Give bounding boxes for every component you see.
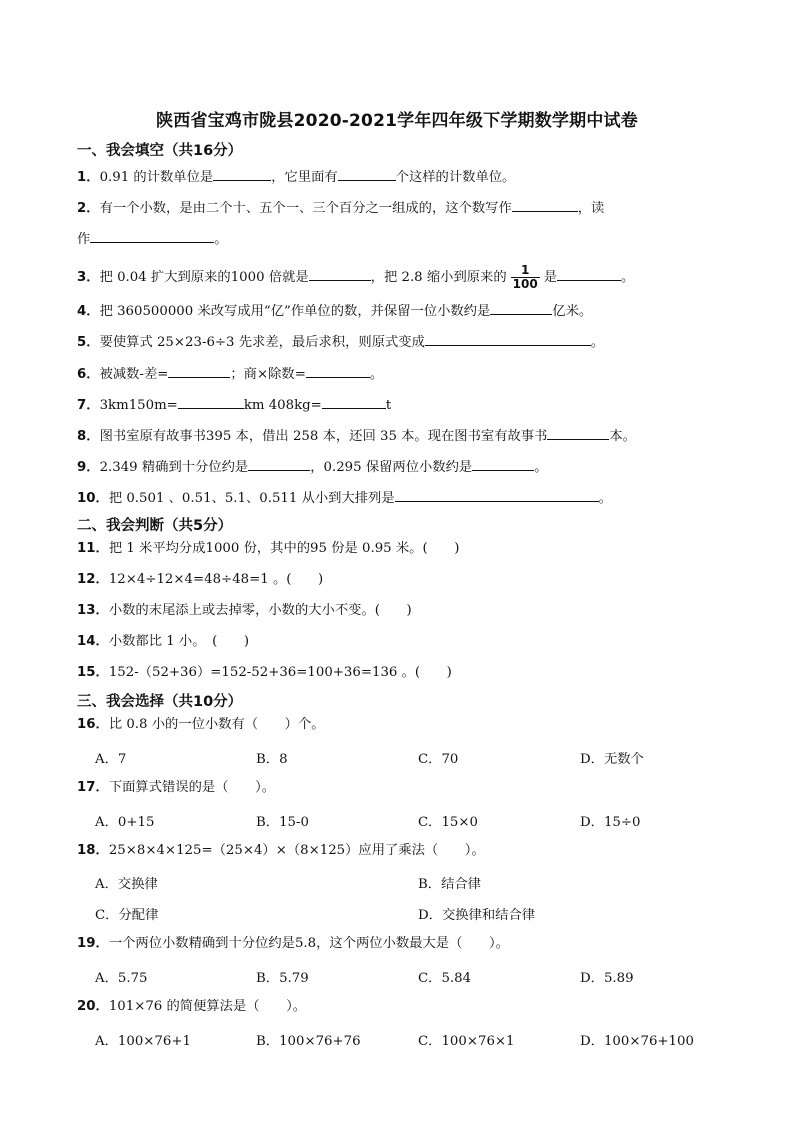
question-text: 有一个小数，是由二个十、五个一、三个百分之一组成的，这个数写作 <box>99 201 512 216</box>
question-text: 。 <box>369 367 384 382</box>
question-text: 下面算式错误的是（ ）。 <box>108 780 276 795</box>
answer-blank[interactable] <box>306 363 370 378</box>
option-c[interactable]: C．70 <box>418 752 459 767</box>
answer-blank[interactable] <box>547 425 609 440</box>
question-text: ，读 <box>577 201 605 216</box>
option-d[interactable]: D．15÷0 <box>580 815 641 830</box>
question-text: 把 1 米平均分成1000 份，其中的95 份是 0.95 米。( ) <box>108 541 460 556</box>
question-text: 。 <box>598 491 612 506</box>
option-d[interactable]: D．无数个 <box>580 752 644 767</box>
question-number: 8． <box>77 429 100 444</box>
answer-blank[interactable] <box>309 266 371 281</box>
question-number: 7． <box>77 398 100 413</box>
question-number: 5． <box>77 335 100 350</box>
option-b[interactable]: B．5.79 <box>256 971 309 986</box>
section-judge: 二、我会判断（共5分） <box>77 518 233 534</box>
fraction <box>511 264 540 291</box>
answer-blank[interactable] <box>178 394 244 409</box>
section-fill-in: 一、我会填空（共16分） <box>77 143 243 159</box>
question-text: 101×76 的简便算法是（ ）。 <box>108 999 307 1014</box>
exam-title: 陕西省宝鸡市陇县2020-2021学年四年级下学期数学期中试卷 <box>156 111 638 131</box>
question-number: 19． <box>77 936 109 951</box>
answer-blank[interactable] <box>557 266 621 281</box>
question-text: 个这样的计数单位。 <box>395 170 516 185</box>
question-2 <box>77 197 604 218</box>
option-a[interactable]: A．交换律 <box>95 877 158 892</box>
question-number: 13． <box>77 603 109 618</box>
question-text: 小数都比 1 小。 ( ) <box>108 634 250 649</box>
option-c[interactable]: C．分配律 <box>95 908 159 923</box>
option-c[interactable]: C．15×0 <box>418 815 478 830</box>
question-text: 25×8×4×125=（25×4）×（8×125）应用了乘法（ ）。 <box>108 843 485 858</box>
option-a[interactable]: A．100×76+1 <box>95 1034 191 1049</box>
question-number: 2． <box>77 201 100 216</box>
option-d[interactable]: D．5.89 <box>580 971 634 986</box>
answer-blank[interactable] <box>512 197 578 212</box>
question-text: 把 0.04 扩大到原来的1000 倍就是 <box>99 270 309 285</box>
question-text: 被减数-差= <box>99 367 169 382</box>
answer-blank[interactable] <box>322 394 386 409</box>
question-6 <box>77 363 383 384</box>
question-13 <box>77 602 412 620</box>
answer-blank[interactable] <box>248 456 310 471</box>
section-choice: 三、我会选择（共10分） <box>77 694 243 710</box>
question-number: 18． <box>77 843 109 858</box>
question-text: 。 <box>621 270 635 285</box>
question-text: 作 <box>77 232 91 247</box>
option-a[interactable]: A．5.75 <box>95 971 148 986</box>
option-d[interactable]: D．100×76+100 <box>580 1034 694 1049</box>
question-18 <box>77 842 485 860</box>
option-b[interactable]: B．8 <box>256 752 288 767</box>
question-number: 3． <box>77 270 100 285</box>
question-11 <box>77 540 459 558</box>
question-4 <box>77 300 592 321</box>
question-9 <box>77 456 548 477</box>
question-text: 本。 <box>609 429 636 444</box>
question-8 <box>77 425 636 446</box>
question-text: 。 <box>214 232 228 247</box>
question-number: 6． <box>77 367 100 382</box>
question-number: 1． <box>77 170 100 185</box>
question-12 <box>77 571 323 589</box>
question-number: 4． <box>77 304 100 319</box>
question-number: 16． <box>77 717 109 732</box>
question-text: 要使算式 25×23-6÷3 先求差，最后求积，则原式变成 <box>99 335 425 350</box>
question-text: 12×4÷12×4=48÷48=1 。( ) <box>108 572 324 587</box>
answer-blank[interactable] <box>472 456 534 471</box>
question-text: 比 0.8 小的一位小数有（ ）个。 <box>108 717 325 732</box>
question-20 <box>77 998 306 1016</box>
question-text: 。 <box>590 335 605 350</box>
question-text: t <box>385 398 392 413</box>
option-a[interactable]: A．7 <box>95 752 127 767</box>
answer-blank[interactable] <box>90 228 214 243</box>
question-2-cont <box>77 228 228 249</box>
answer-blank[interactable] <box>395 487 599 502</box>
question-1 <box>77 166 515 187</box>
option-c[interactable]: C．100×76×1 <box>418 1034 515 1049</box>
option-b[interactable]: B．15-0 <box>256 815 309 830</box>
answer-blank[interactable] <box>338 166 396 181</box>
question-text: 把 0.501 、0.51、5.1、0.511 从小到大排列是 <box>108 491 395 506</box>
answer-blank[interactable] <box>490 300 552 315</box>
question-text: 2.349 精确到十分位约是 <box>99 460 249 475</box>
question-number: 12． <box>77 572 109 587</box>
question-7 <box>77 394 391 415</box>
question-number: 20． <box>77 999 109 1014</box>
answer-blank[interactable] <box>213 166 271 181</box>
question-15 <box>77 664 452 682</box>
question-text: km 408kg= <box>243 398 322 413</box>
question-10 <box>77 487 612 508</box>
question-text: 3km150m= <box>99 398 178 413</box>
question-number: 17． <box>77 780 109 795</box>
question-text: 是 <box>543 270 558 285</box>
question-17 <box>77 779 275 797</box>
question-5 <box>77 331 604 352</box>
question-text: ；商×除数= <box>230 367 306 382</box>
option-b[interactable]: B．结合律 <box>418 877 481 892</box>
question-text: 把 360500000 米改写成用“亿”作单位的数，并保留一位小数约是 <box>99 304 491 319</box>
question-text: ，0.295 保留两位小数约是 <box>310 460 473 475</box>
question-text: 。 <box>534 460 548 475</box>
question-19 <box>77 935 509 953</box>
fraction-numerator: 1 <box>511 264 540 278</box>
option-a[interactable]: A．0+15 <box>95 815 155 830</box>
question-14 <box>77 633 249 651</box>
option-d[interactable]: D．交换律和结合律 <box>418 908 536 923</box>
question-text: 一个两位小数精确到十分位约是5.8，这个两位小数最大是（ ）。 <box>108 936 509 951</box>
question-text: 152-（52+36）=152-52+36=100+36=136 。( ) <box>108 665 452 680</box>
answer-blank[interactable] <box>425 331 591 346</box>
question-number: 9． <box>77 460 100 475</box>
question-number: 14． <box>77 634 109 649</box>
question-text: 0.91 的计数单位是 <box>99 170 214 185</box>
question-text: ，把 2.8 缩小到原来的 <box>370 270 507 285</box>
answer-blank[interactable] <box>168 363 230 378</box>
question-text: ，它里面有 <box>271 170 338 185</box>
question-text: 图书室原有故事书395 本，借出 258 本，还回 35 本。现在图书室有故事书 <box>99 429 548 444</box>
question-number: 11． <box>77 541 109 556</box>
question-number: 15． <box>77 665 109 680</box>
question-16 <box>77 716 325 734</box>
question-text: 亿米。 <box>552 304 593 319</box>
question-number: 10． <box>77 491 109 506</box>
fraction-denominator: 100 <box>512 277 538 291</box>
question-3 <box>77 264 634 291</box>
option-c[interactable]: C．5.84 <box>418 971 472 986</box>
option-b[interactable]: B．100×76+76 <box>256 1034 361 1049</box>
question-text: 小数的末尾添上或去掉零，小数的大小不变。( ) <box>108 603 412 618</box>
